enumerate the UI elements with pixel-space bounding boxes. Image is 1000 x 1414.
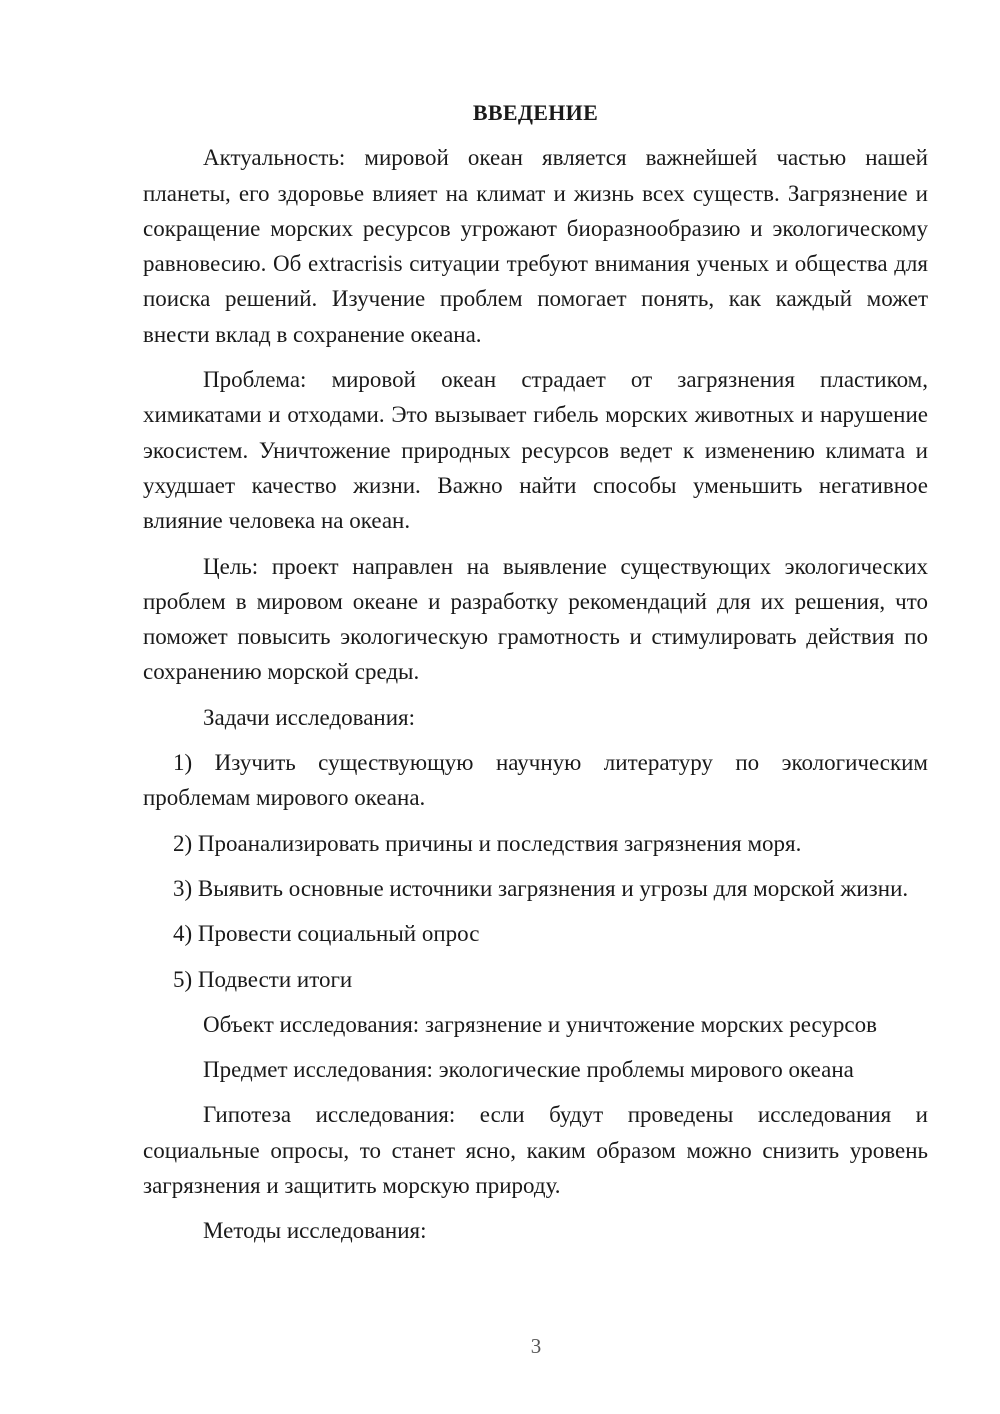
goal-paragraph: Цель: проект направлен на выявление существующих экологических проблем в мировом океане и разработку рекомендаций для их решения, что поможет повысить экологическую грамотность и стимулировать действия по сохранению морской среды. (143, 553, 928, 685)
task-item-4: 4) Провести социальный опрос (173, 921, 480, 947)
task-item-1: 1) Изучить существующую научную литературу по экологическим проблемам мирового океана. (143, 750, 928, 811)
problem-paragraph: Проблема: мировой океан страдает от загрязнения пластиком, химикатами и отходами. Это вызывает гибель морских животных и нарушение экосистем. Уничтожение природных ресурсов ведет к изменению климата и ухудшает качество жизни. Важно найти способы уменьшить негативное влияние человека на океан. (143, 367, 928, 534)
document-body (143, 95, 928, 1259)
page-title: ВВЕДЕНИЕ (472, 100, 599, 125)
task-item-3: 3) Выявить основные источники загрязнения и угрозы для морской жизни. (173, 875, 909, 901)
research-object: Объект исследования: загрязнение и уничтожение морских ресурсов (203, 1011, 877, 1037)
task-item-5: 5) Подвести итоги (173, 966, 353, 992)
research-subject: Предмет исследования: экологические проблемы мирового океана (203, 1057, 854, 1083)
methods-heading: Методы исследования: (203, 1218, 427, 1244)
tasks-heading: Задачи исследования: (203, 704, 416, 730)
relevance-paragraph: Актуальность: мировой океан является важнейшей частью нашей планеты, его здоровье влияет на климат и жизнь всех существ. Загрязнение и сокращение морских ресурсов угрожают биоразнообразию и экологическому равновесию. Об extracrisis ситуации требуют внимания ученых и общества для поиска решений. Изучение проблем помогает понять, как каждый может внести вклад в сохранение океана. (143, 145, 928, 347)
task-item-2: 2) Проанализировать причины и последствия загрязнения моря. (173, 830, 802, 856)
page-number: 3 (530, 1334, 542, 1358)
research-hypothesis: Гипотеза исследования: если будут проведены исследования и социальные опросы, то станет ясно, каким образом можно снизить уровень загрязнения и защитить морскую природу. (143, 1102, 928, 1199)
